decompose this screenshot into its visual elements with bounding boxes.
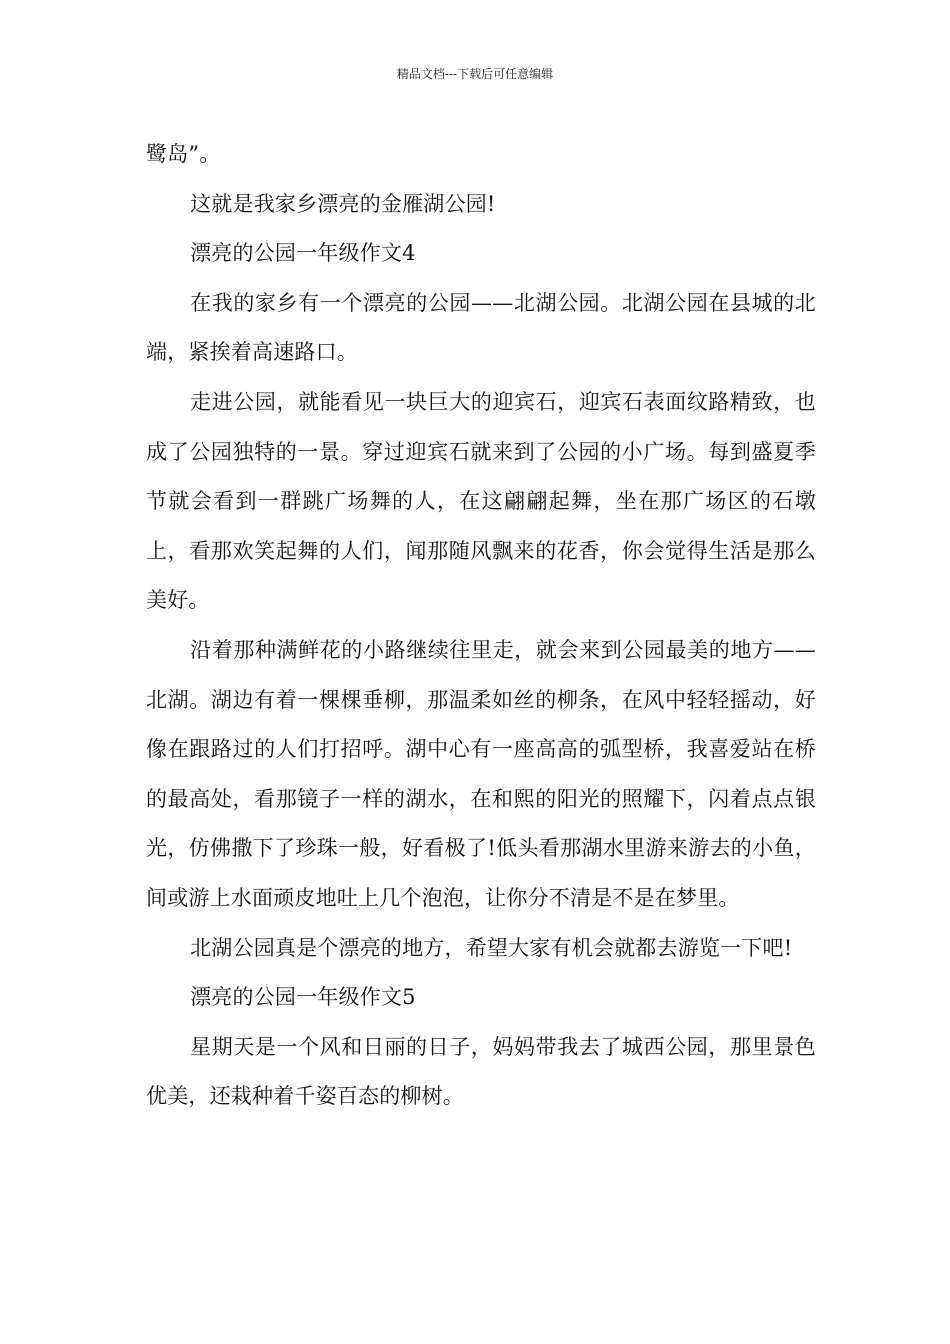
paragraph: 沿着那种满鲜花的小路继续往里走，就会来到公园最美的地方——北湖。湖边有着一棵棵垂柳，那温柔如丝的柳条，在风中轻轻摇动，好像在跟路过的人们打招呼。湖中心有一座高高的弧型桥，我喜爱站在桥的最高处，看那镜子一样的湖水，在和熙的阳光的照耀下，闪着点点银光，仿佛撒下了珍珠一般，好看极了!低头看那湖水里游来游去的小鱼，间或游上水面顽皮地吐上几个泡泡，让你分不清是不是在梦里。 <box>146 637 816 910</box>
paragraph: 走进公园，就能看见一块巨大的迎宾石，迎宾石表面纹路精致，也成了公园独特的一景。穿过迎宾石就来到了公园的小广场。每到盛夏季节就会看到一群跳广场舞的人，在这翩翩起舞，坐在那广场区的石墩上，看那欢笑起舞的人们，闻那随风飘来的花香，你会觉得生活是那么美好。 <box>146 389 816 613</box>
paragraph: 在我的家乡有一个漂亮的公园——北湖公园。北湖公园在县城的北端，紧挨着高速路口。 <box>146 290 816 365</box>
paragraph: 这就是我家乡漂亮的金雁湖公园! <box>190 191 496 216</box>
document-body <box>146 130 816 1122</box>
page-header: 精品文档---下载后可任意编辑 <box>396 67 554 81</box>
section-heading: 漂亮的公园一年级作文5 <box>190 985 416 1010</box>
paragraph: 星期天是一个风和日丽的日子，妈妈带我去了城西公园，那里景色优美，还栽种着千姿百态的柳树。 <box>146 1034 816 1109</box>
paragraph: 鹭岛”。 <box>146 142 221 166</box>
section-heading: 漂亮的公园一年级作文4 <box>190 241 416 266</box>
paragraph: 北湖公园真是个漂亮的地方，希望大家有机会就都去游览一下吧! <box>190 935 793 960</box>
